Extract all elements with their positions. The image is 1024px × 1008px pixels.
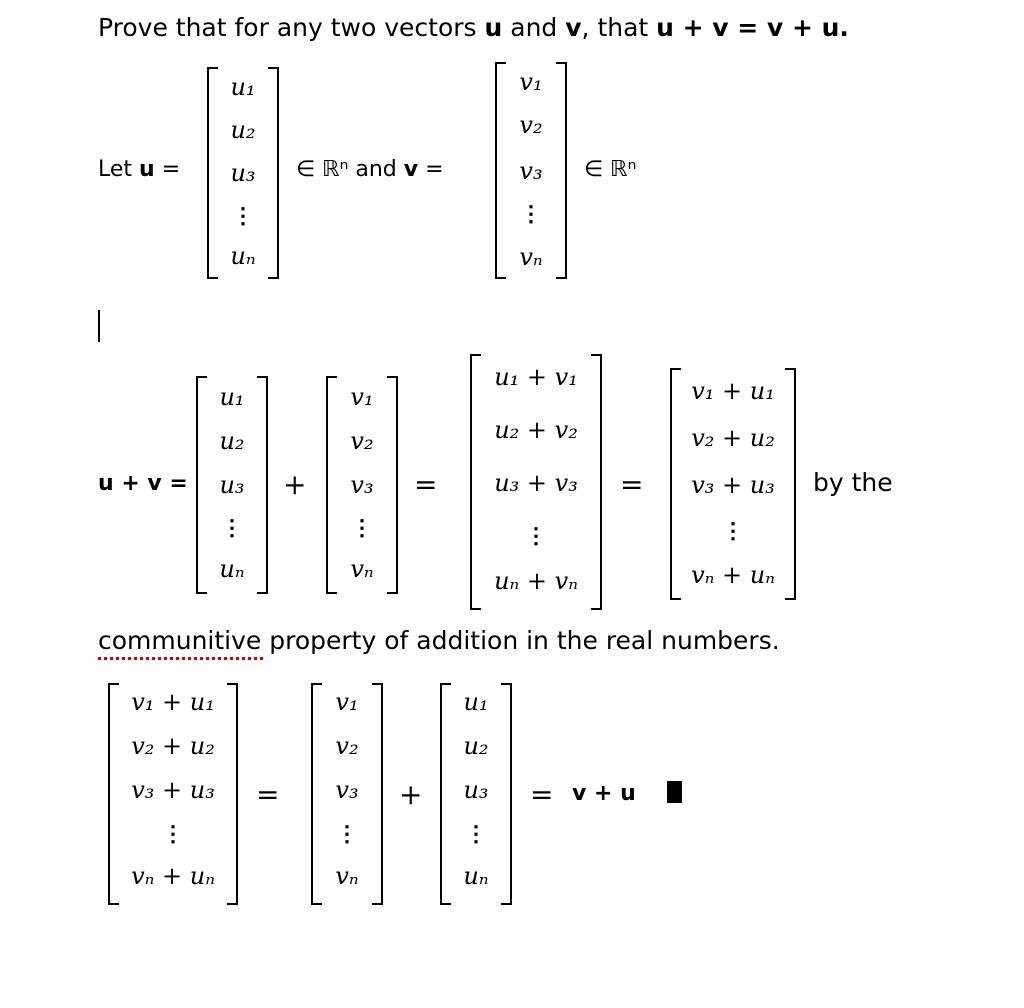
entry: vₙ + uₙ (691, 561, 775, 589)
entry: v₃ + u₃ (691, 471, 775, 499)
problem-statement: Prove that for any two vectors u and v, that u + v = v + u. (98, 13, 849, 42)
entry: u₂ (463, 732, 489, 760)
entry: u₃ (463, 776, 489, 804)
entry: uₙ + vₙ (494, 567, 578, 595)
entry: v₁ (519, 68, 543, 96)
matrix-u-definition (207, 67, 279, 279)
entry: v₂ (350, 427, 374, 455)
entry: vₙ + uₙ (131, 862, 215, 890)
in-rn-label: ∈ ℝⁿ (584, 157, 637, 182)
misspelled-word[interactable]: communitive (98, 626, 262, 655)
matrix-v-plus-u (670, 368, 796, 600)
entry: vₙ (350, 555, 374, 583)
entry: u₁ + v₁ (494, 363, 578, 391)
entry: v₁ (350, 383, 374, 411)
reason-text: communitive property of addition in the real numbers. (98, 626, 780, 655)
entry: ⋮ (232, 203, 254, 229)
entry: vₙ (335, 862, 359, 890)
entry: v₁ (335, 688, 359, 716)
entry: u₃ (230, 159, 256, 187)
equals-sign: = (256, 778, 280, 811)
equals-sign: = (414, 468, 438, 501)
by-the-text: by the (813, 468, 893, 497)
entry: u₂ + v₂ (494, 416, 578, 444)
matrix-u-plus-v (470, 354, 602, 610)
entry: u₃ + v₃ (494, 469, 578, 497)
let-u-label: Let u = (98, 157, 181, 182)
entry: ⋮ (722, 518, 744, 544)
entry: v₃ (350, 471, 374, 499)
entry: v₃ + u₃ (131, 776, 215, 804)
entry: ⋮ (162, 821, 184, 847)
entry: v₂ (335, 732, 359, 760)
text-cursor (98, 310, 100, 342)
plus-sign: + (399, 778, 423, 811)
matrix-v-final (311, 683, 383, 905)
entry: ⋮ (465, 821, 487, 847)
equals-sign: = (530, 778, 554, 811)
entry: u₃ (219, 471, 245, 499)
entry: u₂ (230, 116, 256, 144)
spellcheck-underline (98, 657, 266, 660)
entry: v₃ (335, 776, 359, 804)
entry: u₁ (230, 73, 256, 101)
matrix-v-plus-u-final (108, 683, 238, 905)
qed-box-icon (667, 781, 682, 803)
entry: ⋮ (525, 523, 547, 549)
heading-equation: u + v = v + u (656, 13, 840, 42)
entry: ⋮ (336, 821, 358, 847)
entry: u₂ (219, 427, 245, 455)
entry: v₃ (519, 157, 543, 185)
u-plus-v-label: u + v = (98, 471, 188, 496)
entry: ⋮ (351, 515, 373, 541)
plus-sign: + (283, 468, 307, 501)
matrix-u-final (440, 683, 512, 905)
matrix-u (196, 376, 268, 594)
entry: uₙ (463, 862, 489, 890)
entry: u₁ (463, 688, 489, 716)
entry: ⋮ (520, 201, 542, 227)
entry: u₁ (219, 383, 245, 411)
v-plus-u-result: v + u (572, 781, 636, 806)
entry: v₁ + u₁ (691, 377, 775, 405)
entry: uₙ (230, 242, 256, 270)
entry: vₙ (519, 243, 543, 271)
in-rn-and-v-label: ∈ ℝⁿ and v = (296, 157, 444, 182)
entry: v₂ + u₂ (131, 732, 215, 760)
entry: uₙ (219, 555, 245, 583)
entry: ⋮ (221, 515, 243, 541)
matrix-v (326, 376, 398, 594)
entry: v₂ + u₂ (691, 424, 775, 452)
equals-sign: = (620, 468, 644, 501)
entry: v₂ (519, 111, 543, 139)
matrix-v-definition (495, 62, 567, 279)
entry: v₁ + u₁ (131, 688, 215, 716)
